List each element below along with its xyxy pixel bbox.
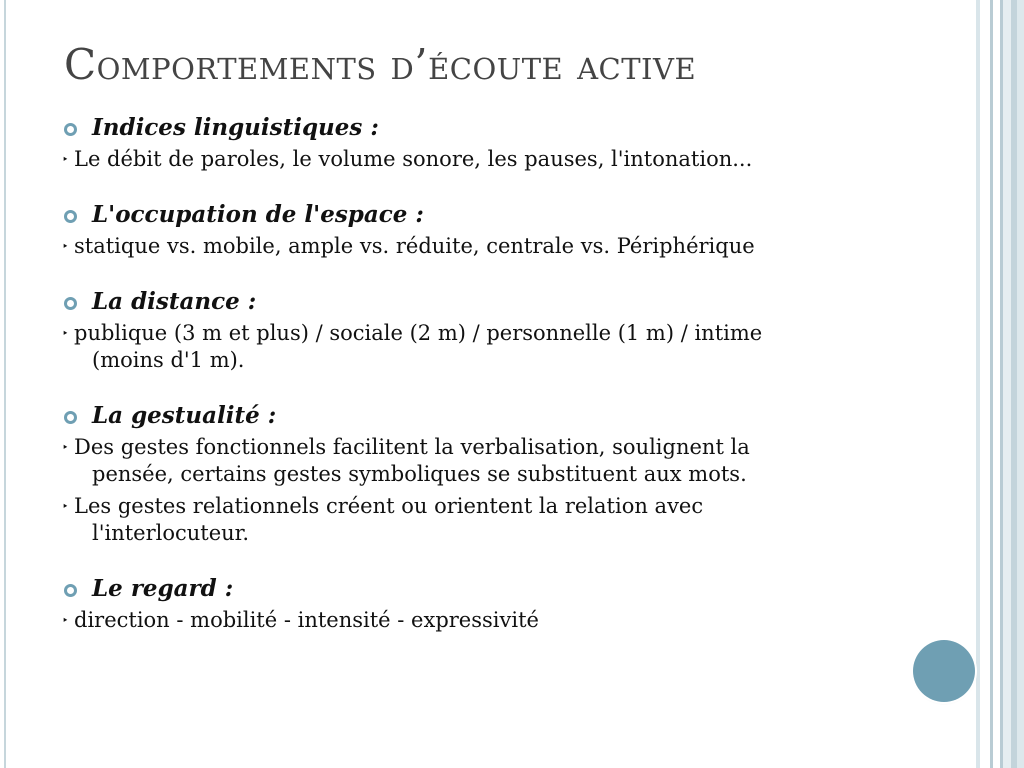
slide-content xyxy=(62,112,892,660)
ring-bullet-icon xyxy=(64,584,77,597)
triangle-bullet-icon: ‣ xyxy=(62,500,69,513)
list-item: ‣ Les gestes relationnels créent ou orientent la relation avec l'interlocuteur. xyxy=(62,494,704,545)
slide-title: Comportements d’écoute active xyxy=(64,40,697,89)
section-occupation-espace xyxy=(62,199,892,260)
ring-bullet-icon xyxy=(64,411,77,424)
list-item: ‣ Le débit de paroles, le volume sonore, les pauses, l'intonation... xyxy=(62,147,753,171)
ring-bullet-icon xyxy=(64,123,77,136)
right-decorative-stripes xyxy=(976,0,1024,768)
left-border-rule xyxy=(4,0,6,768)
section-distance xyxy=(62,286,892,374)
section-heading: La distance : xyxy=(62,286,892,318)
list-item: ‣ Des gestes fonctionnels facilitent la verbalisation, soulignent la pensée, certains gestes symboliques se substituent aux mots. xyxy=(62,435,750,486)
section-heading: L'occupation de l'espace : xyxy=(62,199,892,231)
ring-bullet-icon xyxy=(64,210,77,223)
list-item: ‣ direction - mobilité - intensité - expressivité xyxy=(62,608,539,632)
list-item: ‣ statique vs. mobile, ample vs. réduite, centrale vs. Périphérique xyxy=(62,234,755,258)
section-gestualite xyxy=(62,400,892,547)
section-heading: Indices linguistiques : xyxy=(62,112,892,144)
ring-bullet-icon xyxy=(64,297,77,310)
triangle-bullet-icon: ‣ xyxy=(62,240,69,253)
triangle-bullet-icon: ‣ xyxy=(62,327,69,340)
section-heading: Le regard : xyxy=(62,573,892,605)
section-regard xyxy=(62,573,892,634)
triangle-bullet-icon: ‣ xyxy=(62,614,69,627)
triangle-bullet-icon: ‣ xyxy=(62,441,69,454)
triangle-bullet-icon: ‣ xyxy=(62,153,69,166)
section-indices-linguistiques xyxy=(62,112,892,173)
decorative-circle xyxy=(913,640,975,702)
list-item: ‣ publique (3 m et plus) / sociale (2 m) / personnelle (1 m) / intime (moins d'1 m). xyxy=(62,321,763,372)
section-heading: La gestualité : xyxy=(62,400,892,432)
